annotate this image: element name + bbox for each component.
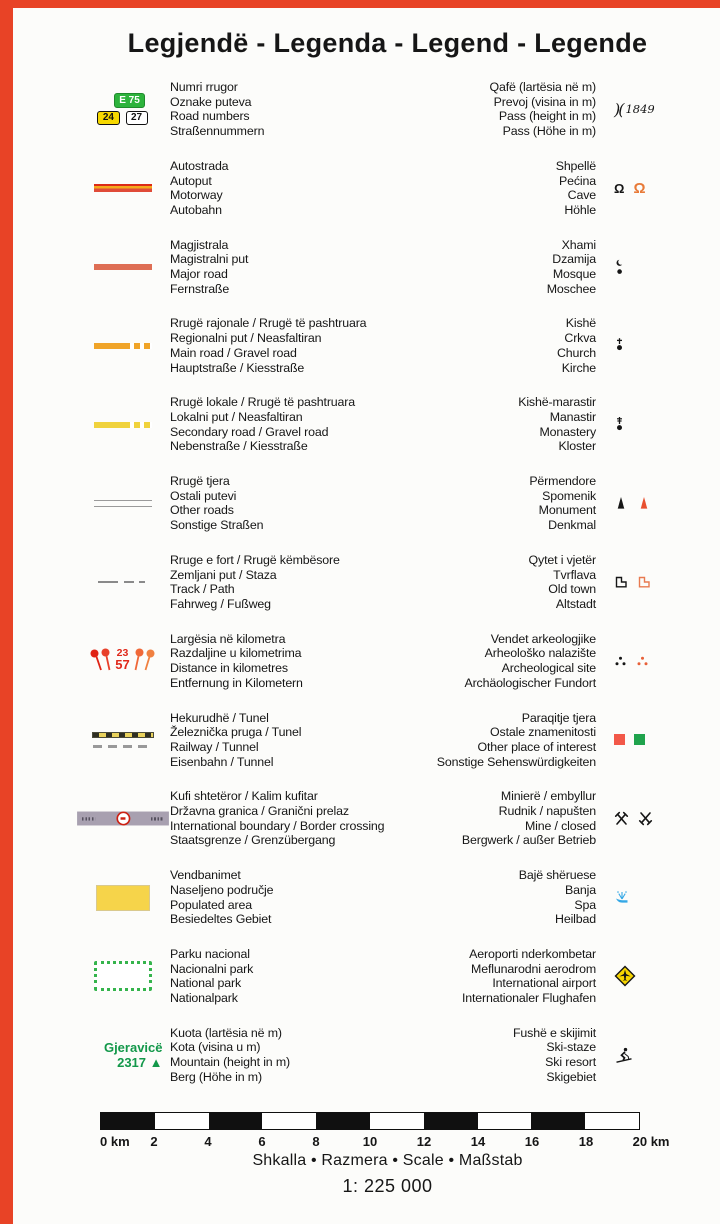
populated-area-symbol — [96, 885, 150, 911]
label-line: Road numbers — [170, 109, 250, 124]
archeological-site-icon — [608, 656, 700, 667]
right-labels — [432, 632, 608, 691]
road-number-shields — [75, 93, 170, 125]
label-line: Kufi shtetëror / Kalim kufitar — [170, 789, 318, 804]
distance-pins-symbol — [89, 647, 155, 675]
cave-glyph-orange: Ω — [633, 179, 646, 197]
scale-tick: 6 — [258, 1134, 266, 1149]
monument-icon — [608, 496, 700, 511]
national-route-shield: 24 — [97, 111, 119, 126]
pass-glyph: )( — [614, 99, 623, 119]
legend-row-boundary — [75, 789, 700, 848]
no-entry-icon — [116, 812, 130, 826]
right-labels — [432, 159, 608, 218]
place-of-interest-icon — [608, 734, 700, 745]
label-line: Paraqitje tjera — [521, 710, 596, 725]
scale-tick: 4 — [204, 1134, 212, 1149]
legend-row-motorway — [75, 159, 700, 218]
cave-glyph-black: Ω — [614, 180, 625, 196]
scale-tick: 20 km — [632, 1134, 670, 1149]
track-path-line-symbol — [98, 581, 148, 583]
label-line: Mountain (height in m) — [170, 1055, 290, 1070]
label-line: Tvrflava — [553, 567, 596, 582]
label-line: Other place of interest — [477, 739, 596, 754]
regional-road-line-symbol — [94, 343, 152, 349]
label-line: Nebenstraße / Kiesstraße — [170, 439, 308, 454]
right-labels — [432, 947, 608, 1006]
left-labels — [170, 868, 432, 927]
label-line: Old town — [548, 582, 596, 597]
label-line: Internationaler Flughafen — [461, 991, 596, 1006]
distance-value-top: 23 — [116, 647, 129, 660]
label-line: Populated area — [170, 897, 252, 912]
label-line: Besiedeltes Gebiet — [170, 912, 272, 927]
national-park-symbol — [94, 961, 152, 991]
cave-icon — [608, 180, 700, 197]
label-line: Vendbanimet — [170, 868, 241, 883]
label-line: Hauptstraße / Kiesstraße — [170, 360, 305, 375]
label-line: Fushë e skijimit — [513, 1025, 596, 1040]
legend-row-populated-area — [75, 868, 700, 927]
right-labels — [432, 316, 608, 375]
page-border-left — [0, 0, 13, 1224]
label-line: Main road / Gravel road — [170, 345, 297, 360]
scale-tick: 2 — [150, 1134, 158, 1149]
legend-row-elevation — [75, 1026, 700, 1085]
peak-elevation-symbol — [83, 1040, 163, 1070]
mosque-icon — [608, 258, 700, 276]
label-line: Përmendore — [529, 474, 596, 489]
other-roads-line-symbol — [94, 500, 152, 507]
left-labels — [170, 80, 432, 139]
label-line: Ostale znamenitosti — [490, 725, 596, 740]
left-labels — [170, 474, 432, 533]
local-road-line-symbol — [94, 422, 152, 428]
scale-tick: 8 — [312, 1134, 320, 1149]
label-line: International airport — [492, 976, 596, 991]
label-line: Pass (height in m) — [498, 109, 596, 124]
label-line: Naseljeno područje — [170, 882, 274, 897]
label-line: Höhle — [564, 202, 596, 217]
label-line: Eisenbahn / Tunnel — [170, 754, 274, 769]
scale-tick: 14 — [470, 1134, 486, 1149]
left-labels — [170, 316, 432, 375]
label-line: Other roads — [170, 503, 234, 518]
label-line: Mine / closed — [524, 818, 596, 833]
page-title: Legjendë - Legenda - Legend - Legende — [127, 28, 648, 58]
scale-tick: 10 — [362, 1134, 378, 1149]
label-line: Manastir — [549, 409, 596, 424]
left-labels — [170, 789, 432, 848]
church-icon — [608, 337, 700, 354]
label-line: Heilbad — [555, 912, 596, 927]
scale-tick: 18 — [578, 1134, 594, 1149]
label-line: Rudnik / napušten — [498, 804, 596, 819]
label-line: Numri rrugor — [170, 80, 238, 94]
label-line: Secondary road / Gravel road — [170, 424, 329, 439]
old-town-icon — [608, 575, 700, 589]
left-labels — [170, 711, 432, 770]
label-line: Major road — [170, 267, 228, 282]
right-labels — [432, 474, 608, 533]
label-line: Bajë shëruese — [518, 868, 596, 883]
label-line: Aeroporti nderkombetar — [469, 946, 596, 961]
label-line: Kirche — [561, 360, 596, 375]
railway-line-symbol — [92, 732, 154, 739]
monastery-icon — [608, 416, 700, 434]
label-line: Regionalni put / Neasfaltiran — [170, 331, 322, 346]
left-labels — [170, 553, 432, 612]
motorway-line-symbol — [94, 184, 152, 192]
label-line: Prevoj (visina in m) — [493, 94, 596, 109]
label-line: Zemljani put / Staza — [170, 567, 277, 582]
border-crossing-symbol — [77, 812, 169, 826]
label-line: Lokalni put / Neasfaltiran — [170, 409, 303, 424]
label-line: Minierë / embyllur — [500, 789, 596, 804]
distance-pin-right-icon — [132, 647, 156, 675]
label-line: Berg (Höhe in m) — [170, 1069, 262, 1084]
scale-caption: Shkalla • Razmera • Scale • Maßstab — [252, 1152, 523, 1169]
label-line: Mosque — [552, 267, 596, 282]
tunnel-line-symbol — [93, 745, 153, 748]
label-line: Skigebiet — [546, 1069, 596, 1084]
label-line: Church — [556, 345, 596, 360]
label-line: Nacionalni park — [170, 961, 254, 976]
label-line: Razdaljine u kilometrima — [170, 646, 302, 661]
label-line: Državna granica / Granični prelaz — [170, 804, 349, 819]
label-line: Archeological site — [501, 661, 596, 676]
label-line: Railway / Tunnel — [170, 739, 259, 754]
pass-height-value: 1849 — [625, 102, 655, 117]
airport-icon — [608, 965, 700, 987]
label-line: Ostali putevi — [170, 488, 237, 503]
right-labels — [432, 868, 608, 927]
label-line: Xhami — [561, 237, 596, 252]
label-line: Autostrada — [170, 158, 229, 173]
label-line: Fernstraße — [170, 281, 230, 296]
label-line: Oznake puteva — [170, 94, 252, 109]
label-line: Magistralni put — [170, 252, 249, 267]
label-line: Cave — [567, 188, 596, 203]
scale-bar — [100, 1112, 640, 1130]
spa-icon — [608, 889, 700, 906]
label-line: Autoput — [170, 173, 212, 188]
euro-route-shield: E 75 — [114, 93, 146, 108]
label-line: International boundary / Border crossing — [170, 818, 385, 833]
scale-ratio: 1: 225 000 — [342, 1176, 433, 1196]
label-line: Crkva — [564, 331, 596, 346]
label-line: Železnička pruga / Tunel — [170, 725, 302, 740]
scale-tick: 16 — [524, 1134, 540, 1149]
label-line: Kota (visina u m) — [170, 1040, 261, 1055]
label-line: Dzamija — [552, 252, 596, 267]
major-road-line-symbol — [94, 264, 152, 270]
mine-icon — [608, 811, 700, 826]
label-line: Meflunarodni aerodrom — [471, 961, 596, 976]
label-line: Sonstige Straßen — [170, 518, 264, 533]
scale-bar-group — [100, 1112, 670, 1152]
right-labels — [432, 395, 608, 454]
right-labels — [432, 553, 608, 612]
left-labels — [170, 159, 432, 218]
scale-tick: 12 — [416, 1134, 432, 1149]
page-border-top — [0, 0, 720, 8]
label-line: Banja — [565, 882, 596, 897]
label-line: Sonstige Sehenswürdigkeiten — [436, 754, 596, 769]
legend-row-local-road — [75, 395, 700, 454]
distance-pin-left-icon — [89, 647, 113, 675]
label-line: Shpellë — [555, 158, 596, 173]
label-line: Track / Path — [170, 582, 235, 597]
left-labels — [170, 632, 432, 691]
left-labels — [170, 395, 432, 454]
label-line: Straßennummern — [170, 124, 265, 139]
scale-tick-labels — [100, 1134, 670, 1152]
right-labels — [432, 711, 608, 770]
left-labels — [170, 238, 432, 297]
label-line: Rruge e fort / Rrugë këmbësore — [170, 552, 340, 567]
label-line: Autobahn — [170, 202, 222, 217]
label-line: Kloster — [558, 439, 596, 454]
legend-row-major-road — [75, 238, 700, 297]
legend-row-other-roads — [75, 474, 700, 533]
label-line: Archäologischer Fundort — [464, 675, 596, 690]
left-labels — [170, 1026, 432, 1085]
label-line: Rrugë lokale / Rrugë të pashtruara — [170, 395, 355, 410]
label-line: Rrugë tjera — [170, 474, 230, 489]
interest-square-red — [614, 734, 625, 745]
label-line: Fahrweg / Fußweg — [170, 596, 271, 611]
label-line: Bergwerk / außer Betrieb — [461, 833, 596, 848]
label-line: Pass (Höhe in m) — [502, 124, 596, 139]
interest-square-green — [634, 734, 645, 745]
label-line: Entfernung in Kilometern — [170, 675, 303, 690]
label-line: National park — [170, 976, 242, 991]
label-line: Denkmal — [548, 518, 596, 533]
label-line: Monument — [538, 503, 596, 518]
peak-name: Gjeravicë — [103, 1040, 163, 1056]
left-labels — [170, 947, 432, 1006]
right-labels — [432, 238, 608, 297]
label-line: Monastery — [539, 424, 596, 439]
regional-route-shield: 27 — [126, 111, 148, 126]
label-line: Motorway — [170, 188, 223, 203]
pass-icon — [608, 100, 700, 119]
label-line: Qafë (lartësia në m) — [489, 80, 596, 94]
label-line: Vendet arkeologjike — [490, 631, 596, 646]
label-line: Staatsgrenze / Grenzübergang — [170, 833, 336, 848]
right-labels — [432, 789, 608, 848]
legend-row-regional-road — [75, 316, 700, 375]
label-line: Rrugë rajonale / Rrugë të pashtruara — [170, 316, 367, 331]
right-labels — [432, 1026, 608, 1085]
label-line: Pećina — [559, 173, 596, 188]
label-line: Altstadt — [555, 596, 596, 611]
legend-row-national-park — [75, 947, 700, 1006]
label-line: Largësia në kilometra — [170, 631, 286, 646]
scale-tick: 0 km — [100, 1134, 130, 1149]
label-line: Spomenik — [542, 488, 596, 503]
label-line: Ski resort — [545, 1055, 596, 1070]
label-line: Ski-staze — [546, 1040, 596, 1055]
right-labels — [432, 80, 608, 139]
label-line: Magjistrala — [170, 237, 229, 252]
label-line: Spa — [574, 897, 596, 912]
label-line: Qytet i vjetër — [528, 552, 596, 567]
legend-row-distance-km — [75, 632, 700, 691]
label-line: Distance in kilometres — [170, 661, 288, 676]
distance-value-bottom: 57 — [115, 657, 130, 673]
map-fold-edge — [0, 1206, 720, 1224]
peak-height-value: 2317 ▲ — [117, 1055, 163, 1071]
ski-resort-icon — [608, 1047, 700, 1064]
label-line: Parku nacional — [170, 946, 250, 961]
label-line: Arheološko nalazište — [484, 646, 596, 661]
label-line: Nationalpark — [170, 991, 238, 1006]
label-line: Kuota (lartësia në m) — [170, 1025, 282, 1040]
label-line: Hekurudhë / Tunel — [170, 710, 269, 725]
legend-body — [75, 80, 700, 1105]
legend-row-railway — [75, 711, 700, 770]
legend-row-track-path — [75, 553, 700, 612]
label-line: Kishë — [565, 316, 596, 331]
legend-row-road-numbers — [75, 80, 700, 139]
label-line: Moschee — [546, 281, 596, 296]
label-line: Kishë-marastir — [518, 395, 596, 410]
